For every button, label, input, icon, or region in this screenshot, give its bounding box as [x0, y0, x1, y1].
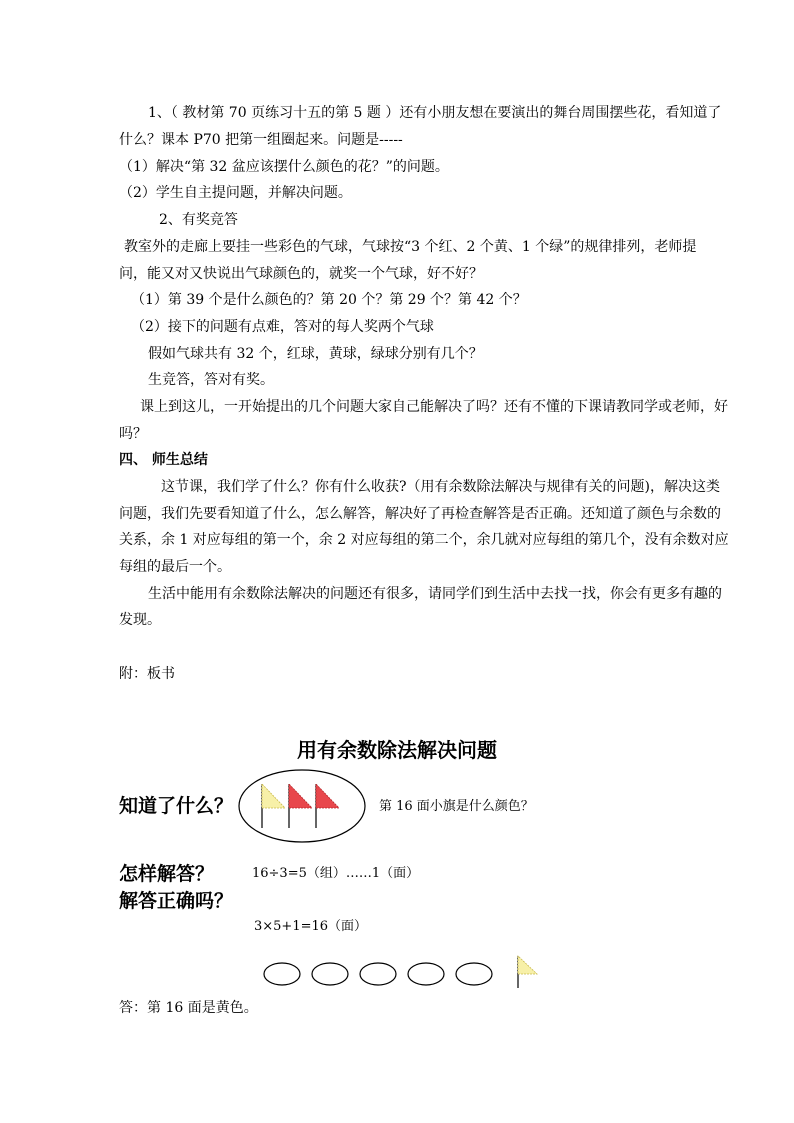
check-equation: 3×5+1=16（面） [254, 919, 368, 934]
paragraph-11-line-4: 每组的最后一个。 [119, 559, 231, 575]
appendix-label: 附：板书 [119, 666, 175, 682]
group-ellipse [408, 963, 444, 985]
paragraph-5-line-2: 问，能又对又快说出气球颜色的，就奖一个气球，好不好？ [119, 266, 483, 282]
paragraph-1-line-2: 什么？课本 P70 把第一组圈起来。问题是----- [119, 132, 403, 148]
paragraph-2: （1）解决“第 32 盆应该摆什么颜色的花？”的问题。 [119, 159, 449, 175]
group-ellipse [456, 963, 492, 985]
group-ellipse [312, 963, 348, 985]
paragraph-12-line-2: 发现。 [119, 612, 161, 628]
paragraph-1-line-1: 1、（ 教材第 70 页练习十五的第 5 题 ）还有小朋友想在要演出的舞台周围摆些花，看知道了 [148, 105, 722, 121]
paragraph-11-line-1: 这节课，我们学了什么？你有什么收获?（用有余数除法解决与规律有关的问题)，解决这类 [161, 479, 720, 495]
board-title: 用有余数除法解决问题 [297, 738, 497, 762]
yellow-flag-icon [262, 784, 285, 828]
paragraph-4: 2、有奖竞答 [159, 212, 238, 228]
paragraph-5-line-1: 教室外的走廊上要挂一些彩色的气球，气球按“3 个红、2 个黄、1 个绿”的规律排列，老师提 [124, 239, 697, 255]
paragraph-3: （2）学生自主提问题，并解决问题。 [119, 185, 352, 201]
flags-ellipse-figure [237, 768, 367, 844]
board-answer: 答：第 16 面是黄色。 [119, 1000, 258, 1016]
section-heading-4: 四、 师生总结 [119, 452, 208, 468]
flag-question: 第 16 面小旗是什么颜色？ [379, 799, 534, 814]
paragraph-11-line-2: 问题，我们先要看知道了什么，怎么解答，解决好了再检查解答是否正确。还知道了颜色与余数的 [119, 506, 721, 522]
known-label: 知道了什么？ [119, 795, 234, 817]
paragraph-8: 假如气球共有 32 个，红球，黄球，绿球分别有几个？ [148, 346, 483, 362]
check-label: 解答正确吗？ [119, 890, 234, 912]
paragraph-12-line-1: 生活中能用有余数除法解决的问题还有很多，请同学们到生活中去找一找，你会有更多有趣的 [148, 586, 722, 602]
groups-figure [262, 954, 552, 994]
group-ellipse [360, 963, 396, 985]
paragraph-7: （2）接下的问题有点难，答对的每人奖两个气球 [131, 319, 434, 335]
red-flag-icon [316, 784, 339, 828]
red-flag-icon [289, 784, 312, 828]
paragraph-6: （1）第 39 个是什么颜色的？第 20 个？第 29 个？第 42 个？ [131, 292, 527, 308]
how-label: 怎样解答？ [119, 863, 215, 885]
paragraph-9: 生竞答，答对有奖。 [148, 372, 274, 388]
paragraph-11-line-3: 关系，余 1 对应每组的第一个，余 2 对应每组的第二个，余几就对应每组的第几个，没有余数对应 [119, 532, 729, 548]
group-ellipse [264, 963, 300, 985]
division-equation: 16÷3=5（组）……1（面） [252, 866, 420, 881]
paragraph-10-line-1: 课上到这儿，一开始提出的几个问题大家自己能解决了吗？还有不懂的下课请教同学或老师，好 [140, 399, 728, 415]
yellow-flag-icon [518, 956, 537, 988]
paragraph-10-line-2: 吗？ [119, 426, 147, 442]
